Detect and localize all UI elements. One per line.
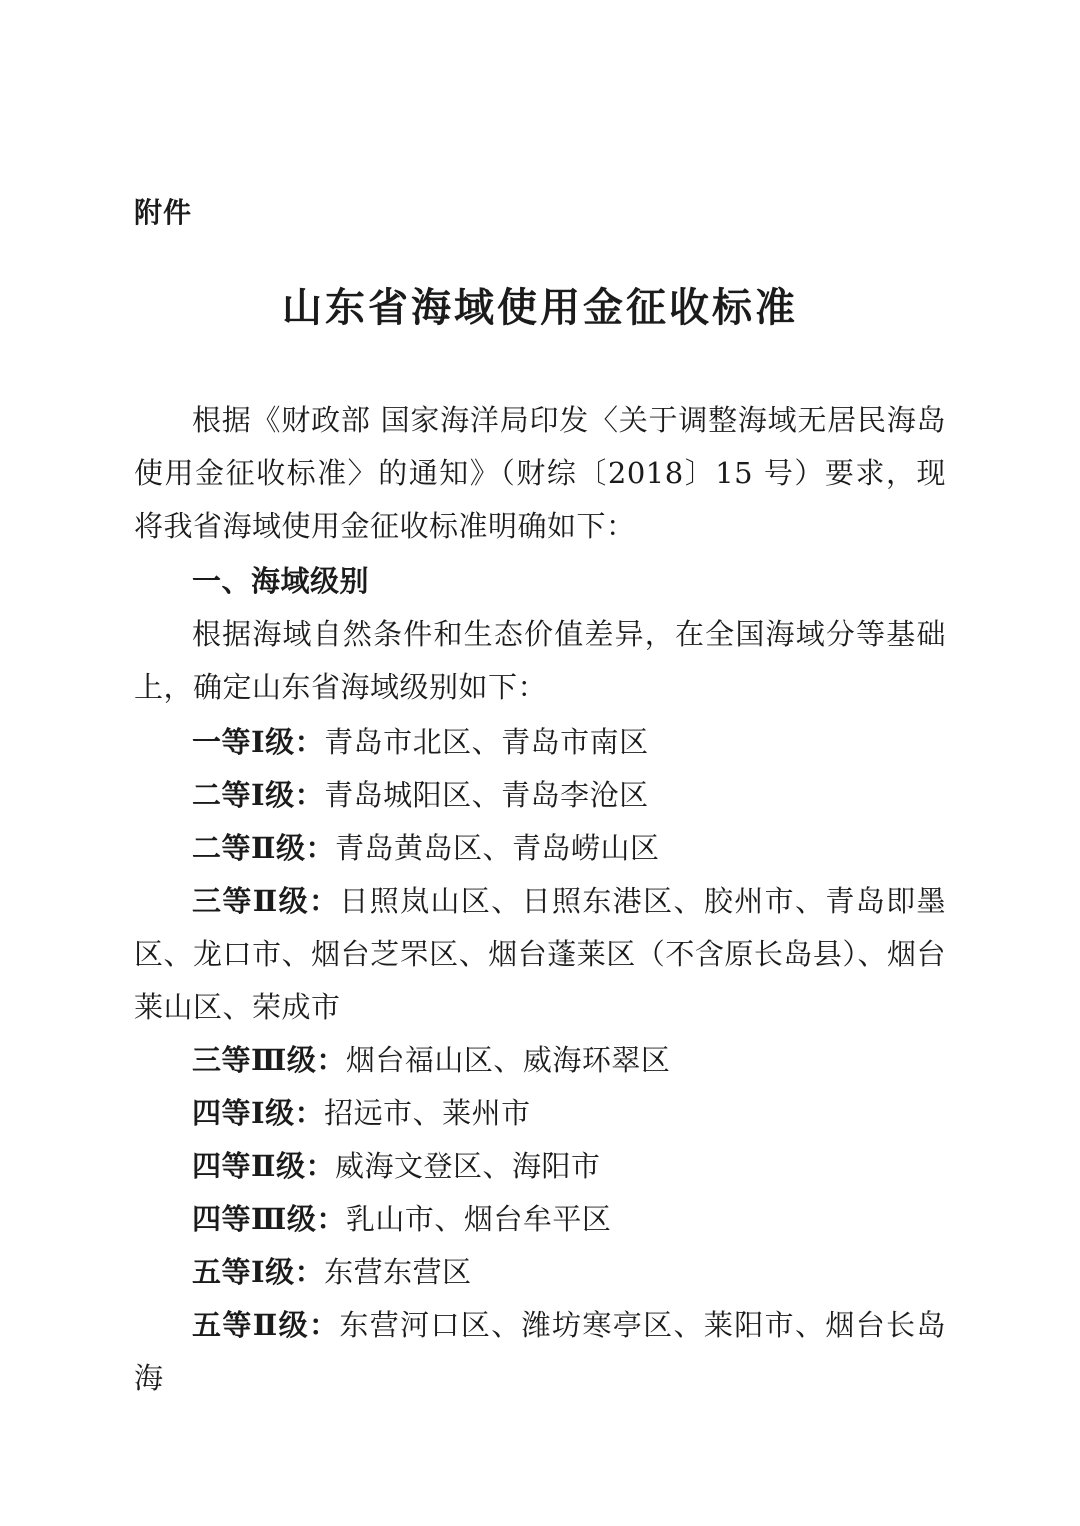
list-item (134, 1193, 946, 1246)
list-item (134, 1246, 946, 1299)
list-item (134, 1087, 946, 1140)
level-names: 烟台福山区、威海环翠区 (345, 1042, 671, 1077)
level-grade: 三等Ⅱ级： (192, 883, 340, 918)
level-names: 青岛城阳区、青岛李沧区 (324, 777, 649, 812)
list-item (134, 1299, 946, 1405)
level-grade: 二等Ⅱ级： (192, 830, 335, 865)
list-item (134, 875, 946, 1034)
level-names: 青岛市北区、青岛市南区 (324, 724, 649, 759)
list-item (134, 1034, 946, 1087)
level-grade: 二等Ⅰ级： (192, 777, 325, 812)
level-names: 威海文登区、海阳市 (334, 1148, 601, 1183)
list-item (134, 1140, 946, 1193)
section-one-paragraph: 根据海域自然条件和生态价值差异，在全国海域分等基础上，确定山东省海域级别如下： (134, 616, 946, 704)
list-item (134, 822, 946, 875)
level-grade: 四等Ⅰ级： (192, 1095, 325, 1130)
level-grade: 五等Ⅰ级： (192, 1254, 325, 1289)
section-heading-one: 一、海域级别 (192, 563, 370, 598)
list-item (134, 716, 946, 769)
level-grade: 五等Ⅱ级： (192, 1307, 340, 1342)
level-grade: 一等Ⅰ级： (192, 724, 325, 759)
level-names: 东营河口区、潍坊寒亭区、莱阳市、烟台长岛海 (134, 1307, 946, 1395)
list-item (134, 769, 946, 822)
level-names: 招远市、莱州市 (324, 1095, 531, 1130)
level-grade: 三等Ⅲ级： (192, 1042, 346, 1077)
sea-area-level-list (134, 716, 946, 1405)
intro-paragraph: 根据《财政部 国家海洋局印发〈关于调整海域无居民海岛使用金征收标准〉的通知》（财综〔2018〕15 号）要求，现将我省海域使用金征收标准明确如下： (134, 402, 946, 543)
level-names: 乳山市、烟台牟平区 (345, 1201, 612, 1236)
page-title: 山东省海域使用金征收标准 (282, 283, 798, 331)
level-names: 日照岚山区、日照东港区、胶州市、青岛即墨区、龙口市、烟台芝罘区、烟台蓬莱区（不含原长岛县）、烟台莱山区、荣成市 (134, 883, 946, 1024)
level-grade: 四等Ⅱ级： (192, 1148, 335, 1183)
level-names: 青岛黄岛区、青岛崂山区 (334, 830, 660, 865)
attachment-label: 附件 (134, 196, 193, 229)
level-names: 东营东营区 (324, 1254, 472, 1289)
level-grade: 四等Ⅲ级： (192, 1201, 346, 1236)
